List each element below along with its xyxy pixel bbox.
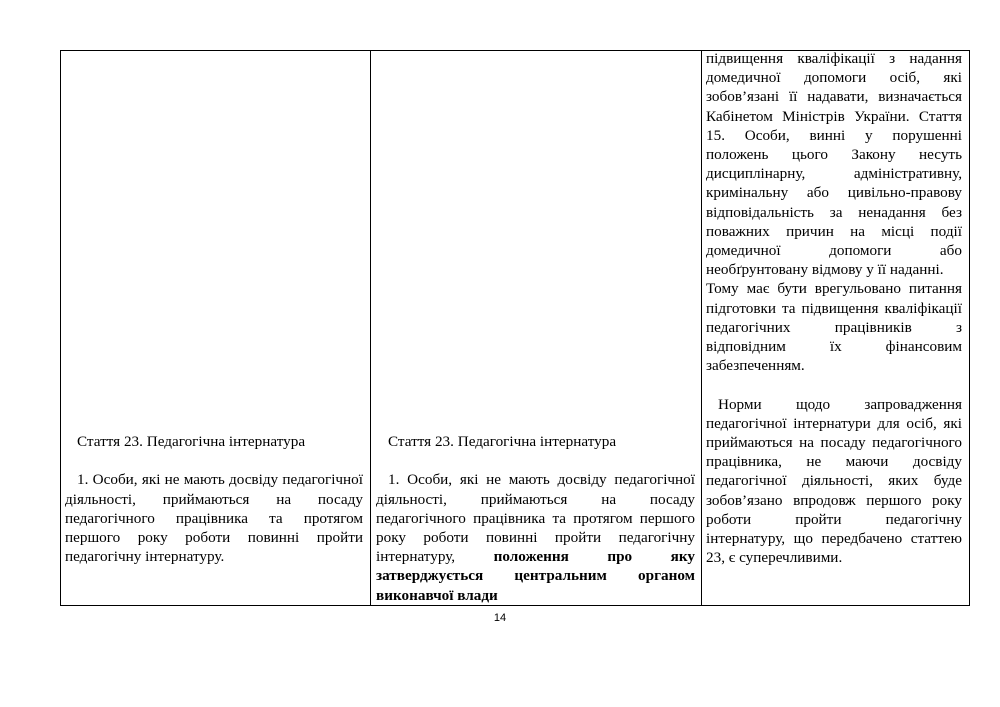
table-cell-comments: [702, 51, 969, 605]
table-cell-current-law: [61, 51, 371, 605]
page-number: 14: [493, 612, 507, 624]
comment-paragraph-1: підвищення кваліфікації з надання домедичної допомоги осіб, які зобов’язані її надавати, визначається Кабінетом Міністрів України. Стаття 15. Особи, винні у порушенні положень цього Закону несуть дисциплінарну, адміністративну, кримінальну або цивільно-правову відповідальність за ненадання без поважних причин на місці події домедичної допомоги або необґрунтовану відмову у її наданні.: [706, 50, 962, 279]
cell-content: [65, 432, 363, 566]
article-paragraph: [376, 470, 695, 604]
cell-content: [706, 49, 962, 567]
table-cell-proposed-law: [371, 51, 702, 605]
article-paragraph: 1. Особи, які не мають досвіду педагогічної діяльності, приймаються на посаду педагогічного працівника та протягом першого року роботи повинні пройти педагогічну інтернатуру.: [65, 471, 363, 566]
comparison-table: [60, 50, 970, 606]
article-title: Стаття 23. Педагогічна інтернатура: [388, 433, 617, 450]
article-title: Стаття 23. Педагогічна інтернатура: [77, 433, 306, 450]
cell-content: [376, 432, 695, 605]
article-paragraph-text: 1. Особи, які не мають досвіду педагогічної діяльності, приймаються на посаду педагогічного працівника та протягом першого року роботи повинні пройти педагогічну інтернатуру,: [376, 471, 695, 566]
comment-paragraph-3: Норми щодо запровадження педагогічної інтернатури для осіб, які приймаються на посаду педагогічного працівника, не маючи досвіду педагогічної діяльності, яких буде зобов’язано впродовж першого року роботи пройти педагогічну інтернатуру, що передбачено статтею 23, є суперечливими.: [706, 395, 962, 567]
comment-paragraph-2: Тому має бути врегульовано питання підготовки та підвищення кваліфікації педагогічних працівників з відповідним їх фінансовим забезпеченням.: [706, 280, 962, 375]
article-paragraph-bold-text: положення про яку затверджується центральним органом виконавчої влади: [376, 548, 696, 604]
